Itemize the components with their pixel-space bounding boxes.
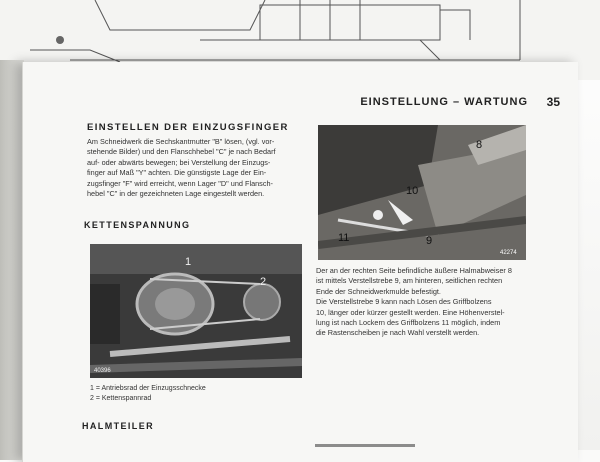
photo-label: 8 — [476, 139, 483, 151]
text-line: Am Schneidwerk die Sechskantmutter "B" lösen, (vgl. vor- — [87, 137, 275, 146]
text-line: hebel "C" in der gezeichneten Lage eingestellt werden. — [87, 189, 265, 199]
heading-einzugsfinger: EINSTELLEN DER EINZUGSFINGER — [87, 122, 289, 133]
chain-tension-photo — [90, 244, 302, 378]
photo-code: 40396 — [94, 368, 111, 374]
text-line: 10, länger oder kürzer gestellt werden. Eine Höhenverstel- — [316, 307, 505, 317]
photo-illustration — [90, 244, 302, 378]
photo-label: 10 — [406, 185, 419, 197]
photo-label: 2 — [260, 276, 267, 288]
cut-off-heading — [315, 444, 415, 453]
text-line: finger auf Maß "Y" achten. Die günstigste Lage der Ein- — [87, 168, 267, 178]
text-line: stehende Bilder) und den Flanschhebel "C" je nach Bedarf — [87, 147, 276, 157]
section-title: EINSTELLUNG – WARTUNG — [360, 96, 528, 108]
crop-divider-photo — [318, 125, 526, 260]
text-line: Die Verstellstrebe 9 kann nach Lösen des Griffbolzens — [316, 297, 492, 307]
photo-code: 42274 — [500, 250, 517, 256]
text-line: Der an der rechten Seite befindliche äußere Halmabweiser 8 — [316, 266, 512, 275]
text-line: lung ist nach Lockern des Griffbolzens 11 möglich, indem — [316, 318, 501, 328]
photo-legend — [90, 384, 206, 404]
heading-kettenspannung: KETTENSPANNUNG — [84, 220, 191, 230]
heading-halmteiler: HALMTEILER — [82, 421, 154, 431]
legend-item: 1 = Antriebsrad der Einzugsschnecke — [90, 385, 206, 392]
einzugsfinger-text — [87, 137, 276, 199]
text-line: Ende der Schneidwerkmulde befestigt. — [316, 286, 441, 296]
text-line: die Rastenscheiben je nach Wahl verstellt werden. — [316, 328, 480, 338]
photo-label: 1 — [185, 256, 192, 268]
text-line: auf- oder abwärts bewegen; bei Verstellung der Einzugs- — [87, 157, 271, 167]
book-spine — [0, 60, 24, 460]
text-line: zugsfinger "F" wird erreicht, wenn Lager "D" und Flansch- — [87, 178, 273, 188]
halmteiler-text — [316, 266, 512, 339]
text-line: ist mittels Verstellstrebe 9, am hinteren, seitlichen rechten — [316, 276, 503, 286]
legend-item: 2 = Kettenspannrad — [90, 395, 152, 402]
page-number: 35 — [546, 95, 560, 109]
drawing-marker — [56, 36, 64, 44]
photo-label: 9 — [426, 235, 433, 247]
photo-label: 11 — [338, 232, 350, 244]
